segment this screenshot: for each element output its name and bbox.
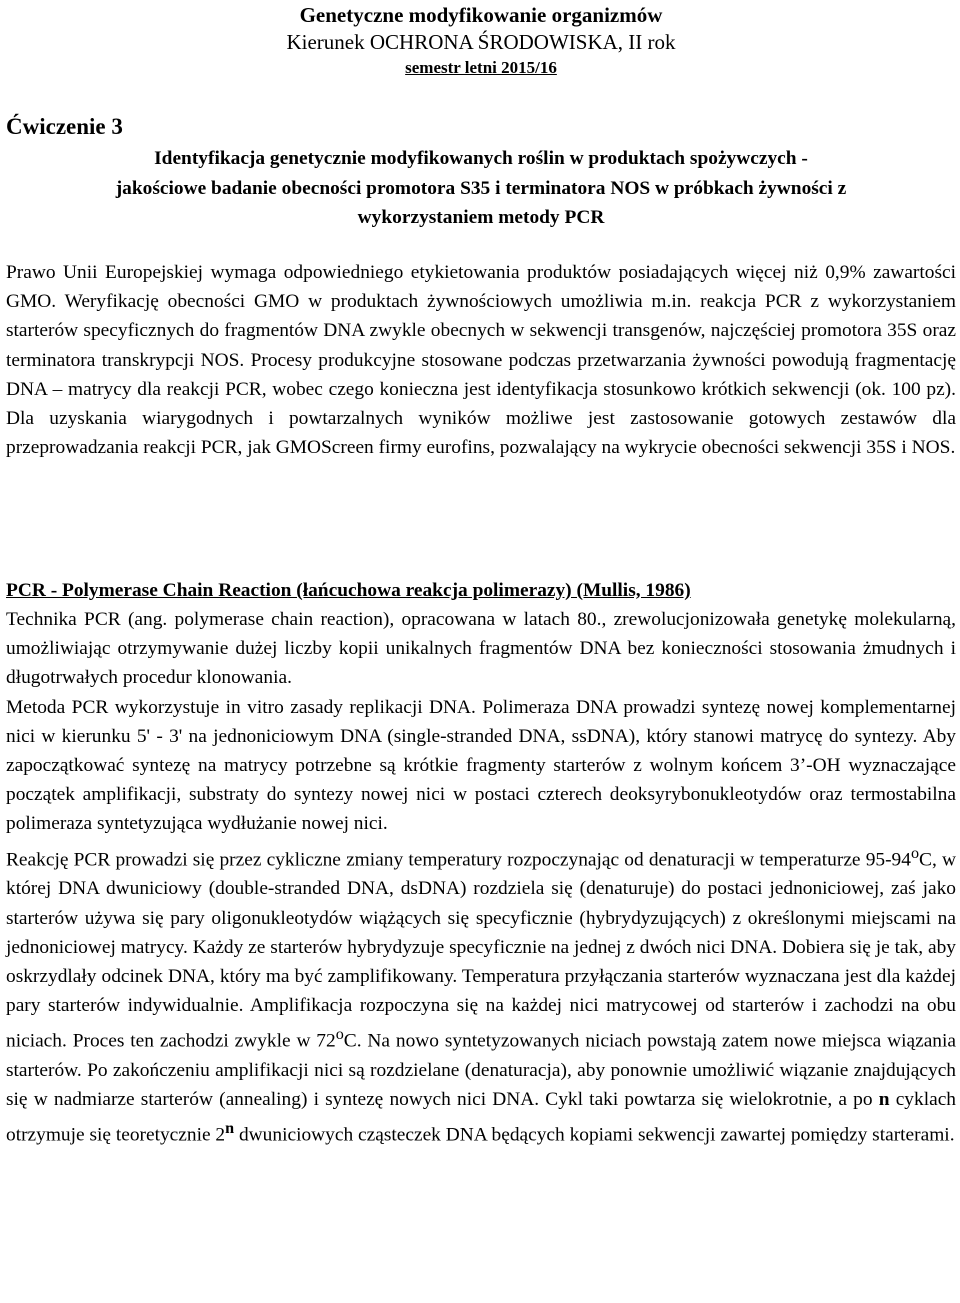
pcr-paragraph-3 bbox=[6, 839, 956, 1150]
pcr-p3-part-d: cyklach otrzymuje się teoretycznie 2 bbox=[6, 1089, 956, 1146]
intro-paragraph: Prawo Unii Europejskiej wymaga odpowiedniego etykietowania produktów posiadających więcej niż 0,9% zawartości GMO. Weryfikację obecności GMO w produktach żywnościowych umożliwia m.in. reakcja PCR z wykorzystaniem starterów specyficznych do fragmentów DNA zwykle obecnych w sekwencji transgenów, najczęściej promotora 35S oraz terminatora transkrypcji NOS. Procesy produkcyjne stosowane podczas przetwarzania żywności powodują fragmentację DNA – matrycy dla reakcji PCR, wobec czego konieczna jest identyfikacja stosunkowo krótkich sekwencji (ok. 100 pz). Dla uzyskania wiarygodnych i powtarzalnych wyników możliwe jest zastosowanie gotowych zestawów dla przeprowadzania reakcji PCR, jak GMOScreen firmy eurofins, pozwalający na wykrycie obecności sekwencji 35S i NOS. bbox=[6, 262, 956, 459]
pcr-paragraph-2: Metoda PCR wykorzystuje in vitro zasady replikacji DNA. Polimeraza DNA prowadzi syntezę nowej komplementarnej nici w kierunku 5' - 3' na jednoniciowym DNA (single-stranded DNA, ssDNA), który stanowi matrycę do syntezy. Aby zapoczątkować syntezę na matrycy potrzebne są krótkie fragmenty starterów z wolnym końcem 3’-OH wyznaczające początek amplifikacji, substraty do syntezy nowej nici w postaci czterech deoksyrybonukleotydów oraz termostabilna polimeraza syntetyzująca wydłużanie nowej nici. bbox=[6, 696, 956, 835]
pcr-body bbox=[6, 605, 956, 1150]
exponent-n: n bbox=[225, 1120, 235, 1138]
degree-superscript: o bbox=[910, 844, 920, 862]
pcr-p3-part-b: C, w której DNA dwuniciowy (double-stranded DNA, dsDNA) rozdziela się (denaturuje) do postaci jednoniciowej, zaś jako starterów używa się pary oligonukleotydów wiążących się specyficznie (hybrydyzujących) z określonymi miejscami na jednoniciowej matrycy. Każdy ze starterów hybrydyzuje specyficznie na jednej z dwóch nici DNA. Dobiera się je tak, aby oskrzydlały odcinek DNA, który ma być zamplifikowany. Temperatura przyłączania starterów wyznaczana jest dla każdej pary starterów indywidualnie. Amplifikacja rozpoczyna się na każdej nici matrycowej od starterów i zachodzi na obu niciach. Proces ten zachodzi zwykle w 72 bbox=[6, 849, 956, 1052]
semester-wrap bbox=[6, 57, 956, 79]
pcr-section-heading bbox=[6, 576, 956, 605]
exercise-number: Ćwiczenie 3 bbox=[6, 114, 123, 139]
pcr-p3-part-c: C. Na nowo syntetyzowanych niciach powstają zatem nowe miejsca wiązania starterów. Po zakończeniu amplifikacji nici są rozdzielane (denaturacja), aby ponownie umożliwić wiązanie znajdujących się w nadmiarze starterów (annealing) i syntezę nowych nici DNA. Cykl taki powtarza się wielokrotnie, a po bbox=[6, 1030, 956, 1111]
exercise-subtitle bbox=[6, 144, 956, 233]
exercise-subtitle-line: Identyfikacja genetycznie modyfikowanych roślin w produktach spożywczych - bbox=[154, 148, 808, 169]
document-title: Genetyczne modyfikowanie organizmów bbox=[299, 3, 663, 27]
pcr-p3-part-e: dwuniciowych cząsteczek DNA będących kopiami sekwencji zawartej pomiędzy starterami. bbox=[234, 1124, 955, 1146]
course-line: Kierunek OCHRONA ŚRODOWISKA, II rok bbox=[286, 30, 676, 54]
exercise-subtitle-line: jakościowe badanie obecności promotora S35 i terminatora NOS w próbkach żywności z bbox=[115, 177, 847, 199]
pcr-paragraph-1: Technika PCR (ang. polymerase chain reaction), opracowana w latach 80., zrewolucjonizowała genetykę molekularną, umożliwiając otrzymywanie dużej liczby kopii unikalnych fragmentów DNA bez konieczności stosowania żmudnych i długotrwałych procedur klonowania. bbox=[6, 609, 956, 689]
pcr-heading-text: PCR - Polymerase Chain Reaction (łańcuchowa reakcja polimerazy) (Mullis, 1986) bbox=[6, 580, 691, 601]
pcr-p3-part-a: Reakcję PCR prowadzi się przez cykliczne zmiany temperatury rozpoczynając od denaturacji w temperaturze 95-94 bbox=[6, 849, 911, 871]
degree-superscript: o bbox=[335, 1026, 344, 1044]
cycles-n: n bbox=[878, 1089, 890, 1111]
semester-line: semestr letni 2015/16 bbox=[405, 58, 557, 77]
exercise-subtitle-line: wykorzystaniem metody PCR bbox=[357, 207, 605, 228]
